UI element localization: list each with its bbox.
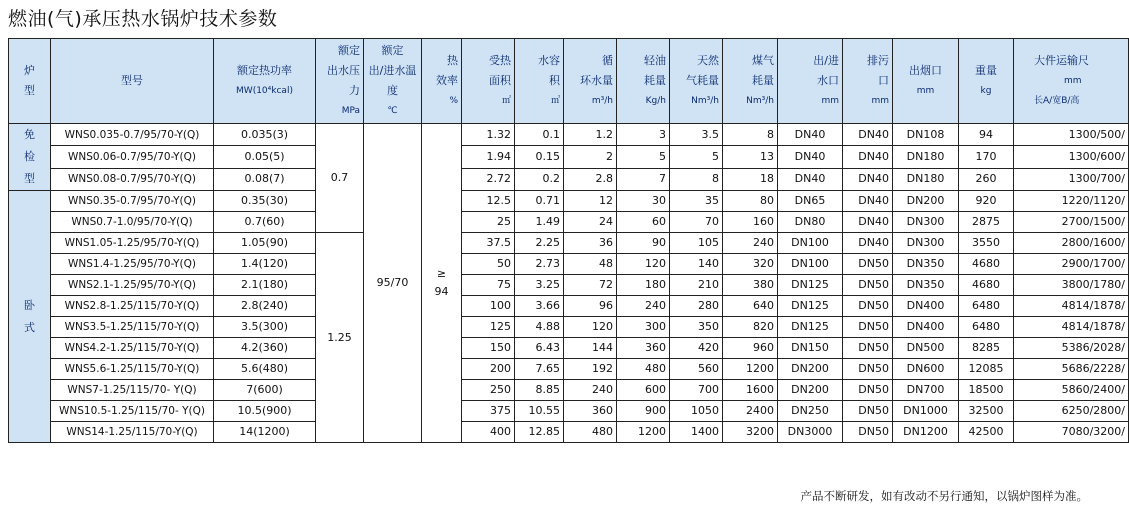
cell-outlet: DN150 (778, 338, 843, 359)
cell-drain: DN50 (843, 401, 893, 422)
cell-flue: DN300 (893, 233, 959, 254)
cell-outlet: DN100 (778, 233, 843, 254)
cell-size: 4814/1878/ (1014, 296, 1129, 317)
cell-outlet: DN200 (778, 359, 843, 380)
cell-oil: 3 (617, 124, 670, 146)
cell-gas: 1400 (670, 422, 723, 443)
cell-model: WNS2.8-1.25/115/70-Y(Q) (51, 296, 214, 317)
cell-power: 3.5(300) (214, 317, 316, 338)
cell-flue: DN400 (893, 317, 959, 338)
cell-area: 1.32 (462, 124, 515, 146)
cell-drain: DN50 (843, 422, 893, 443)
cell-weight: 170 (959, 146, 1014, 168)
cell-gas: 210 (670, 275, 723, 296)
cell-gas: 700 (670, 380, 723, 401)
cell-area: 37.5 (462, 233, 515, 254)
cell-area: 1.94 (462, 146, 515, 168)
cell-coal: 240 (723, 233, 778, 254)
cell-size: 3800/1780/ (1014, 275, 1129, 296)
cell-size: 1300/700/ (1014, 168, 1129, 190)
cell-drain: DN40 (843, 212, 893, 233)
cell-gas: 1050 (670, 401, 723, 422)
cell-gas: 560 (670, 359, 723, 380)
cell-outlet: DN125 (778, 317, 843, 338)
cell-outlet: DN200 (778, 380, 843, 401)
cell-size: 5860/2400/ (1014, 380, 1129, 401)
spec-table-container (8, 38, 1125, 444)
cell-area: 2.72 (462, 168, 515, 190)
table-row (9, 380, 1129, 401)
cell-oil: 480 (617, 359, 670, 380)
cell-circ: 36 (564, 233, 617, 254)
cell-area: 12.5 (462, 191, 515, 212)
cell-flue: DN180 (893, 146, 959, 168)
cell-power: 14(1200) (214, 422, 316, 443)
cell-outlet: DN100 (778, 254, 843, 275)
cell-flue: DN700 (893, 380, 959, 401)
cell-water: 0.1 (515, 124, 564, 146)
cell-outlet: DN3000 (778, 422, 843, 443)
cell-weight: 6480 (959, 296, 1014, 317)
cell-model: WNS5.6-1.25/115/70-Y(Q) (51, 359, 214, 380)
cell-coal: 160 (723, 212, 778, 233)
cell-flue: DN300 (893, 212, 959, 233)
table-row (9, 124, 1129, 146)
table-header-row (9, 39, 1129, 124)
cell-power: 10.5(900) (214, 401, 316, 422)
cell-weight: 12085 (959, 359, 1014, 380)
cell-power: 0.05(5) (214, 146, 316, 168)
group-label-horizontal: 卧 式 (9, 191, 51, 443)
header-flue-outlet: 出烟口 mm (893, 39, 959, 124)
cell-flue: DN200 (893, 191, 959, 212)
header-transport-size: 大件运输尺 mm 长A/宽B/高 (1014, 39, 1129, 124)
table-row (9, 191, 1129, 212)
cell-weight: 8285 (959, 338, 1014, 359)
cell-drain: DN40 (843, 168, 893, 190)
cell-size: 2800/1600/ (1014, 233, 1129, 254)
cell-flue: DN108 (893, 124, 959, 146)
cell-size: 1220/1120/ (1014, 191, 1129, 212)
cell-coal: 13 (723, 146, 778, 168)
cell-size: 5386/2028/ (1014, 338, 1129, 359)
cell-circ: 2 (564, 146, 617, 168)
cell-coal: 3200 (723, 422, 778, 443)
cell-oil: 5 (617, 146, 670, 168)
table-row (9, 401, 1129, 422)
cell-oil: 120 (617, 254, 670, 275)
cell-drain: DN40 (843, 124, 893, 146)
cell-oil: 180 (617, 275, 670, 296)
table-row (9, 212, 1129, 233)
table-row (9, 233, 1129, 254)
group-label-exempt: 免 检 型 (9, 124, 51, 191)
cell-circ: 144 (564, 338, 617, 359)
cell-model: WNS10.5-1.25/115/70- Y(Q) (51, 401, 214, 422)
cell-weight: 3550 (959, 233, 1014, 254)
cell-power: 7(600) (214, 380, 316, 401)
cell-area: 125 (462, 317, 515, 338)
cell-water: 7.65 (515, 359, 564, 380)
cell-circ: 96 (564, 296, 617, 317)
cell-oil: 600 (617, 380, 670, 401)
cell-size: 2700/1500/ (1014, 212, 1129, 233)
cell-drain: DN50 (843, 359, 893, 380)
cell-size: 1300/600/ (1014, 146, 1129, 168)
cell-pressure-group-a: 0.7 (316, 124, 364, 233)
cell-water: 3.66 (515, 296, 564, 317)
cell-coal: 80 (723, 191, 778, 212)
cell-coal: 320 (723, 254, 778, 275)
cell-coal: 2400 (723, 401, 778, 422)
cell-drain: DN50 (843, 254, 893, 275)
cell-water: 2.73 (515, 254, 564, 275)
cell-gas: 70 (670, 212, 723, 233)
header-drain: 排污 口 mm (843, 39, 893, 124)
cell-area: 25 (462, 212, 515, 233)
cell-flue: DN1000 (893, 401, 959, 422)
cell-drain: DN50 (843, 338, 893, 359)
cell-area: 100 (462, 296, 515, 317)
cell-outlet: DN125 (778, 275, 843, 296)
cell-gas: 105 (670, 233, 723, 254)
cell-weight: 260 (959, 168, 1014, 190)
spec-table (8, 38, 1129, 443)
cell-power: 0.35(30) (214, 191, 316, 212)
table-row (9, 338, 1129, 359)
cell-size: 1300/500/ (1014, 124, 1129, 146)
cell-circ: 24 (564, 212, 617, 233)
cell-circ: 1.2 (564, 124, 617, 146)
cell-gas: 280 (670, 296, 723, 317)
cell-gas: 3.5 (670, 124, 723, 146)
cell-circ: 480 (564, 422, 617, 443)
cell-drain: DN50 (843, 275, 893, 296)
cell-oil: 360 (617, 338, 670, 359)
cell-water: 0.2 (515, 168, 564, 190)
table-row (9, 146, 1129, 168)
cell-coal: 8 (723, 124, 778, 146)
cell-area: 400 (462, 422, 515, 443)
header-model: 型号 (51, 39, 214, 124)
header-efficiency: 热 效率 % (422, 39, 462, 124)
cell-oil: 60 (617, 212, 670, 233)
cell-water: 0.15 (515, 146, 564, 168)
cell-power: 2.1(180) (214, 275, 316, 296)
cell-model: WNS0.35-0.7/95/70-Y(Q) (51, 191, 214, 212)
header-coal-gas: 煤气 耗量 Nm³/h (723, 39, 778, 124)
cell-power: 0.7(60) (214, 212, 316, 233)
cell-water: 8.85 (515, 380, 564, 401)
cell-flue: DN500 (893, 338, 959, 359)
cell-outlet: DN80 (778, 212, 843, 233)
header-light-oil: 轻油 耗量 Kg/h (617, 39, 670, 124)
cell-coal: 1200 (723, 359, 778, 380)
table-row (9, 275, 1129, 296)
cell-oil: 30 (617, 191, 670, 212)
header-circulation: 循 环水量 m³/h (564, 39, 617, 124)
cell-size: 2900/1700/ (1014, 254, 1129, 275)
cell-weight: 42500 (959, 422, 1014, 443)
header-water-volume: 水容 积 ㎥ (515, 39, 564, 124)
cell-circ: 120 (564, 317, 617, 338)
cell-model: WNS0.035-0.7/95/70-Y(Q) (51, 124, 214, 146)
cell-area: 150 (462, 338, 515, 359)
cell-water: 12.85 (515, 422, 564, 443)
cell-water: 0.71 (515, 191, 564, 212)
cell-drain: DN50 (843, 317, 893, 338)
cell-area: 50 (462, 254, 515, 275)
cell-water: 1.49 (515, 212, 564, 233)
page-title: 燃油(气)承压热水锅炉技术参数 (8, 8, 278, 30)
cell-coal: 1600 (723, 380, 778, 401)
header-weight: 重量 kg (959, 39, 1014, 124)
cell-drain: DN40 (843, 146, 893, 168)
cell-drain: DN40 (843, 233, 893, 254)
cell-drain: DN50 (843, 296, 893, 317)
cell-outlet: DN40 (778, 124, 843, 146)
cell-gas: 350 (670, 317, 723, 338)
cell-flue: DN350 (893, 275, 959, 296)
cell-coal: 960 (723, 338, 778, 359)
cell-size: 7080/3200/ (1014, 422, 1129, 443)
cell-weight: 6480 (959, 317, 1014, 338)
cell-model: WNS1.05-1.25/95/70-Y(Q) (51, 233, 214, 254)
cell-drain: DN40 (843, 191, 893, 212)
header-furnace-type: 炉 型 (9, 39, 51, 124)
cell-circ: 2.8 (564, 168, 617, 190)
cell-temperature: 95/70 (364, 124, 422, 443)
cell-outlet: DN40 (778, 146, 843, 168)
table-row (9, 317, 1129, 338)
cell-size: 4814/1878/ (1014, 317, 1129, 338)
cell-oil: 300 (617, 317, 670, 338)
cell-model: WNS2.1-1.25/95/70-Y(Q) (51, 275, 214, 296)
table-row (9, 168, 1129, 190)
cell-power: 0.035(3) (214, 124, 316, 146)
cell-model: WNS3.5-1.25/115/70-Y(Q) (51, 317, 214, 338)
header-pressure: 额定 出水压力 MPa (316, 39, 364, 124)
cell-circ: 360 (564, 401, 617, 422)
cell-model: WNS4.2-1.25/115/70-Y(Q) (51, 338, 214, 359)
cell-water: 3.25 (515, 275, 564, 296)
cell-gas: 35 (670, 191, 723, 212)
cell-power: 2.8(240) (214, 296, 316, 317)
cell-outlet: DN125 (778, 296, 843, 317)
cell-model: WNS0.06-0.7/95/70-Y(Q) (51, 146, 214, 168)
cell-water: 10.55 (515, 401, 564, 422)
cell-weight: 4680 (959, 254, 1014, 275)
cell-outlet: DN65 (778, 191, 843, 212)
cell-area: 250 (462, 380, 515, 401)
cell-water: 2.25 (515, 233, 564, 254)
cell-outlet: DN250 (778, 401, 843, 422)
cell-weight: 920 (959, 191, 1014, 212)
cell-power: 4.2(360) (214, 338, 316, 359)
cell-outlet: DN40 (778, 168, 843, 190)
cell-oil: 900 (617, 401, 670, 422)
table-row (9, 422, 1129, 443)
cell-coal: 18 (723, 168, 778, 190)
cell-flue: DN1200 (893, 422, 959, 443)
cell-oil: 1200 (617, 422, 670, 443)
cell-power: 1.4(120) (214, 254, 316, 275)
header-natural-gas: 天然 气耗量 Nm³/h (670, 39, 723, 124)
table-row (9, 254, 1129, 275)
cell-flue: DN180 (893, 168, 959, 190)
cell-gas: 420 (670, 338, 723, 359)
header-heating-area: 受热 面积 ㎡ (462, 39, 515, 124)
cell-weight: 2875 (959, 212, 1014, 233)
footnote: 产品不断研发，如有改动不另行通知，以锅炉图样为准。 (800, 489, 1088, 503)
cell-oil: 90 (617, 233, 670, 254)
table-row (9, 296, 1129, 317)
cell-weight: 32500 (959, 401, 1014, 422)
cell-model: WNS7-1.25/115/70- Y(Q) (51, 380, 214, 401)
cell-circ: 12 (564, 191, 617, 212)
cell-flue: DN350 (893, 254, 959, 275)
cell-power: 1.05(90) (214, 233, 316, 254)
cell-model: WNS0.7-1.0/95/70-Y(Q) (51, 212, 214, 233)
cell-weight: 18500 (959, 380, 1014, 401)
cell-size: 6250/2800/ (1014, 401, 1129, 422)
cell-drain: DN50 (843, 380, 893, 401)
cell-size: 5686/2228/ (1014, 359, 1129, 380)
cell-gas: 8 (670, 168, 723, 190)
cell-water: 6.43 (515, 338, 564, 359)
cell-coal: 380 (723, 275, 778, 296)
cell-area: 75 (462, 275, 515, 296)
cell-power: 0.08(7) (214, 168, 316, 190)
cell-oil: 7 (617, 168, 670, 190)
cell-model: WNS1.4-1.25/95/70-Y(Q) (51, 254, 214, 275)
cell-model: WNS14-1.25/115/70-Y(Q) (51, 422, 214, 443)
cell-circ: 240 (564, 380, 617, 401)
cell-area: 375 (462, 401, 515, 422)
cell-model: WNS0.08-0.7/95/70-Y(Q) (51, 168, 214, 190)
cell-efficiency: ≥ 94 (422, 124, 462, 443)
cell-coal: 640 (723, 296, 778, 317)
cell-weight: 94 (959, 124, 1014, 146)
cell-pressure-group-b: 1.25 (316, 233, 364, 443)
cell-area: 200 (462, 359, 515, 380)
cell-weight: 4680 (959, 275, 1014, 296)
cell-gas: 5 (670, 146, 723, 168)
table-body (9, 124, 1129, 443)
cell-gas: 140 (670, 254, 723, 275)
cell-circ: 192 (564, 359, 617, 380)
cell-coal: 820 (723, 317, 778, 338)
cell-circ: 72 (564, 275, 617, 296)
table-row (9, 359, 1129, 380)
cell-flue: DN400 (893, 296, 959, 317)
cell-flue: DN600 (893, 359, 959, 380)
header-water-outlet: 出/进 水口 mm (778, 39, 843, 124)
cell-oil: 240 (617, 296, 670, 317)
cell-water: 4.88 (515, 317, 564, 338)
cell-circ: 48 (564, 254, 617, 275)
cell-power: 5.6(480) (214, 359, 316, 380)
header-power: 额定热功率 MW(10⁴kcal) (214, 39, 316, 124)
header-temperature: 额定 出/进水温 度 ℃ (364, 39, 422, 124)
